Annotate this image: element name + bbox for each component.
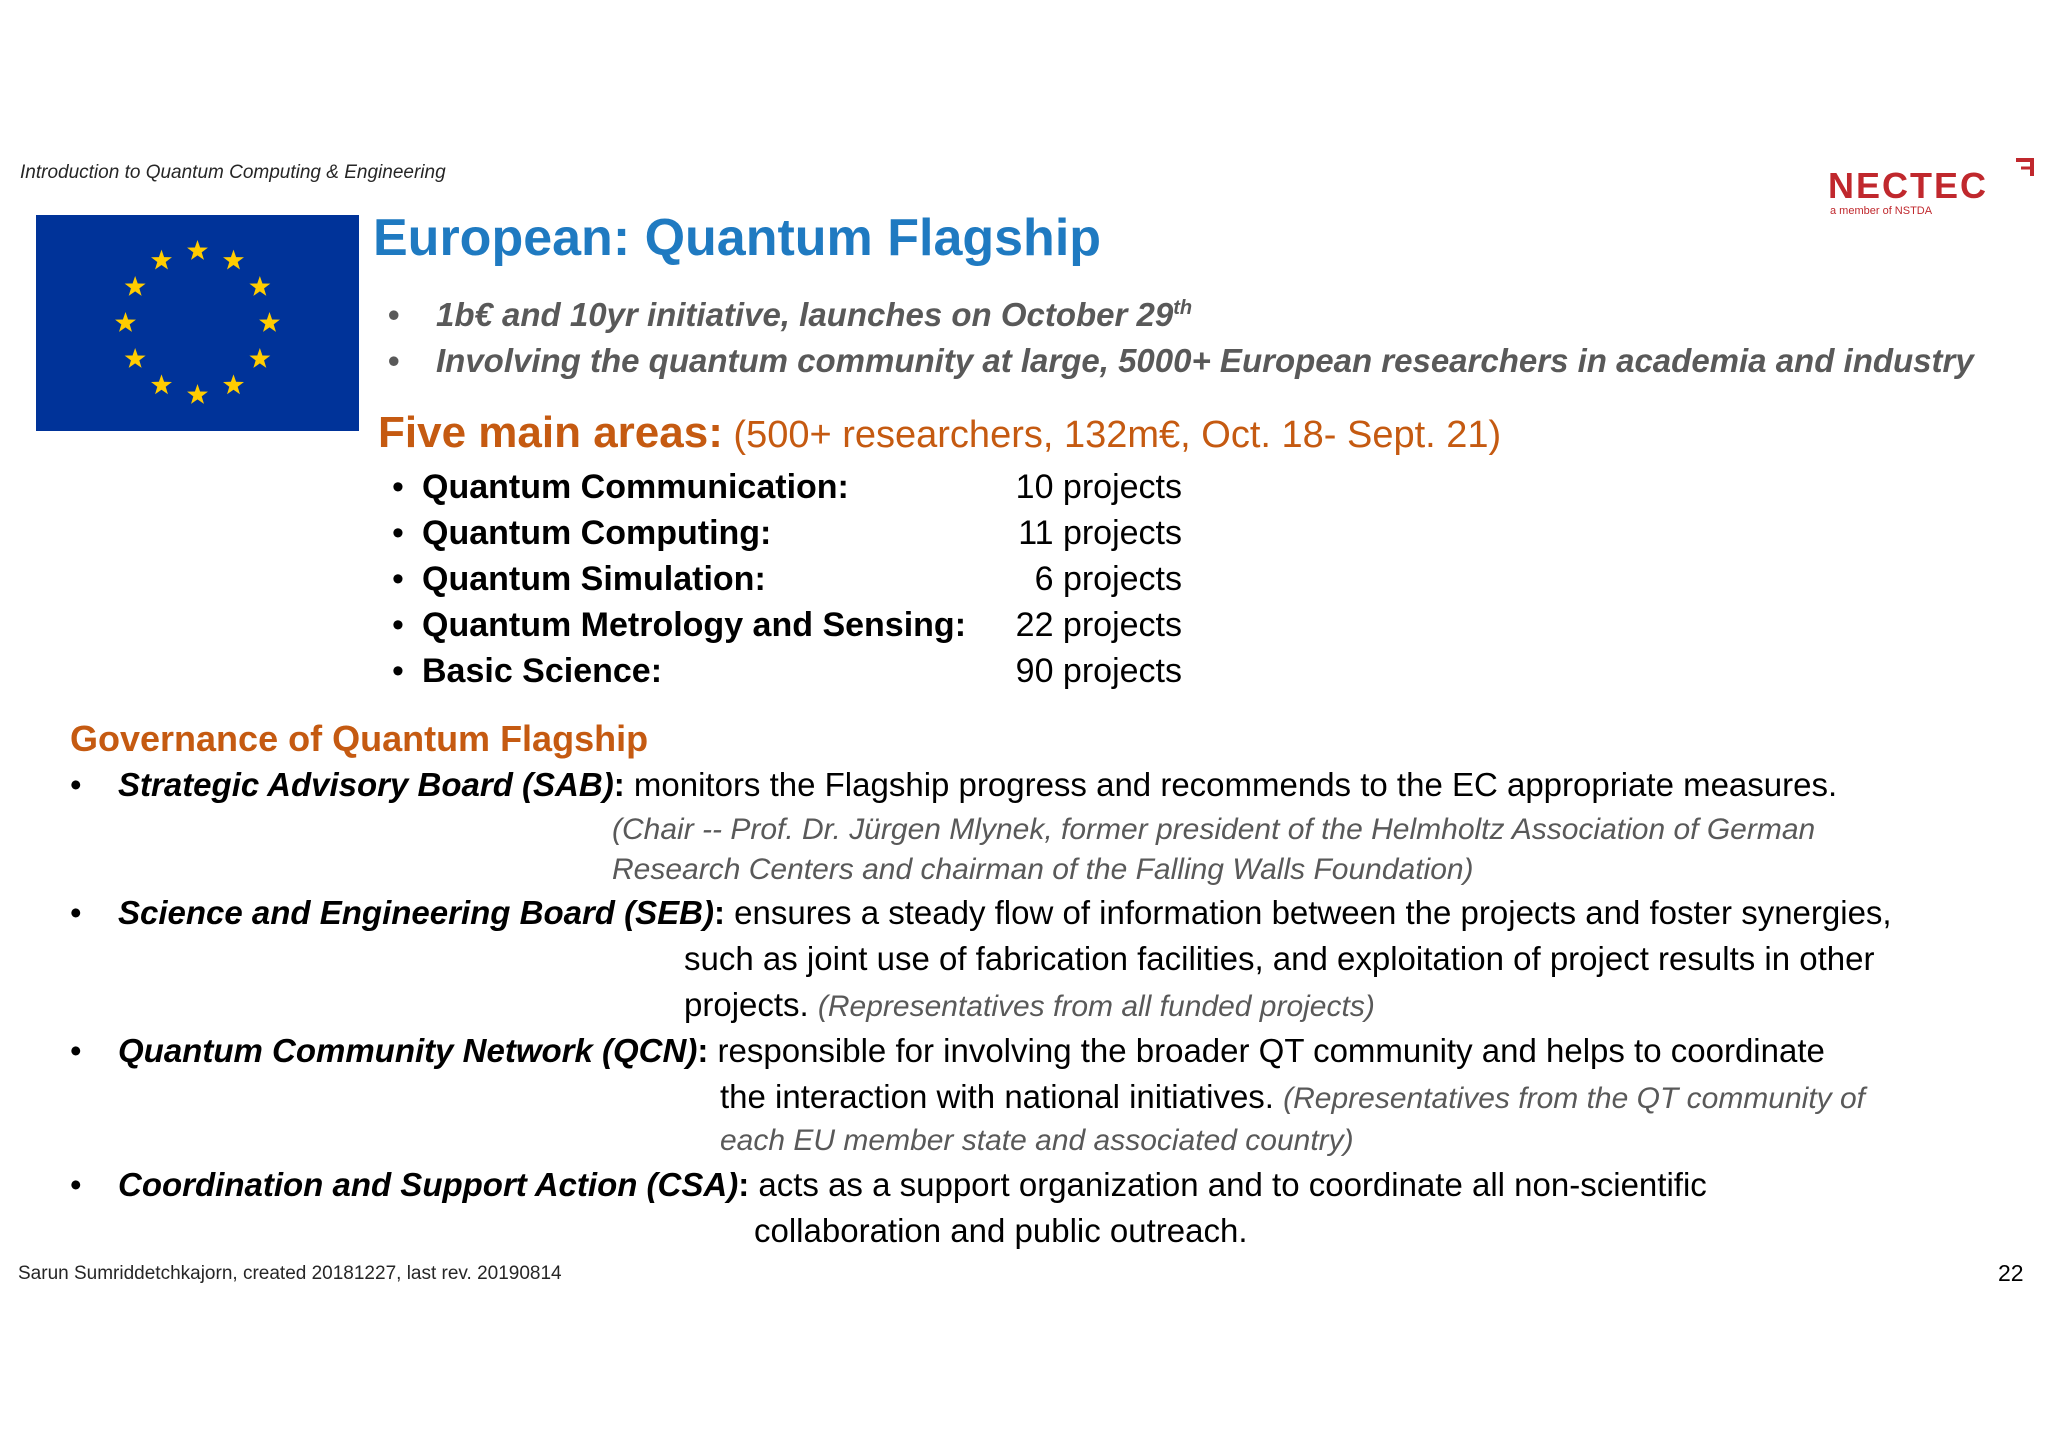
- board-note: (Representatives from the QT community of: [1283, 1082, 1866, 1115]
- intro-bullet-text: 1b€ and 10yr initiative, launches on October 29: [436, 296, 1174, 333]
- area-count: 11 projects: [1018, 514, 1182, 552]
- intro-bullet: • 1b€ and 10yr initiative, launches on October 29th: [388, 296, 1193, 333]
- board-desc-continued: [684, 986, 1375, 1024]
- area-name: Quantum Communication:: [422, 468, 849, 506]
- board-note: Research Centers and chairman of the Falling Walls Foundation): [612, 853, 1474, 886]
- logo-subtext: a member of NSTDA: [1830, 205, 1933, 217]
- governance-title: Governance of Quantum Flagship: [70, 718, 649, 759]
- area-item: • Quantum Simulation: 6 projects: [392, 560, 1182, 598]
- intro-bullet-text: Involving the quantum community at large, 5000+ European researchers in academia and industry: [436, 342, 1974, 379]
- board-desc-end: projects.: [684, 986, 809, 1023]
- area-count: 10 projects: [1015, 468, 1182, 506]
- board-desc-end: the interaction with national initiatives.: [720, 1078, 1274, 1115]
- board-desc-continued: [720, 1078, 1865, 1116]
- course-title: Introduction to Quantum Computing & Engineering: [20, 162, 446, 183]
- logo-text: NECTEC: [1828, 165, 1989, 206]
- intro-bullet: • Involving the quantum community at large, 5000+ European researchers in academia and industry: [388, 342, 1974, 379]
- governance-item-qcn: • Quantum Community Network (QCN): responsible for involving the broader QT community and helps to coordinate: [70, 1032, 1825, 1069]
- board-note: each EU member state and associated country): [720, 1124, 1354, 1157]
- governance-item-seb: • Science and Engineering Board (SEB): ensures a steady flow of information between the projects and foster synergies,: [70, 894, 1892, 931]
- board-desc: monitors the Flagship progress and recommends to the EC appropriate measures.: [633, 766, 1838, 803]
- board-desc: acts as a support organization and to coordinate all non-scientific: [758, 1166, 1707, 1203]
- area-item: • Basic Science: 90 projects: [392, 652, 1182, 690]
- board-note: (Representatives from all funded projects): [817, 990, 1375, 1023]
- board-desc-continued: collaboration and public outreach.: [754, 1212, 1248, 1249]
- board-desc: ensures a steady flow of information between the projects and foster synergies,: [734, 894, 1892, 931]
- area-name: Basic Science:: [422, 652, 663, 690]
- board-name: Strategic Advisory Board (SAB): [118, 766, 614, 803]
- area-item: • Quantum Computing: 11 projects: [392, 514, 1182, 552]
- areas-heading: [378, 408, 1501, 458]
- footer-author: Sarun Sumriddetchkajorn, created 20181227, last rev. 20190814: [18, 1263, 562, 1284]
- areas-heading-label: Five main areas:: [378, 408, 723, 457]
- area-name: Quantum Computing:: [422, 514, 772, 552]
- nectec-logo: [1828, 154, 2038, 220]
- board-name: Coordination and Support Action (CSA): [118, 1166, 739, 1203]
- area-count: 90 projects: [1015, 652, 1182, 690]
- board-desc-continued: such as joint use of fabrication facilities, and exploitation of project results in other: [684, 940, 1875, 977]
- area-name: Quantum Metrology and Sensing:: [422, 606, 967, 644]
- eu-flag-icon: [36, 215, 359, 431]
- page-number: 22: [1998, 1260, 2024, 1286]
- area-item: • Quantum Communication: 10 projects: [392, 468, 1182, 506]
- area-count: 22 projects: [1015, 606, 1182, 644]
- areas-subheading: (500+ researchers, 132m€, Oct. 18- Sept. 21): [733, 414, 1502, 456]
- governance-item-csa: • Coordination and Support Action (CSA): acts as a support organization and to coordinate all non-scientific: [70, 1166, 1707, 1203]
- board-name: Quantum Community Network (QCN): [118, 1032, 698, 1069]
- board-note: (Chair -- Prof. Dr. Jürgen Mlynek, former president of the Helmholtz Association of German: [612, 813, 1816, 846]
- area-item: • Quantum Metrology and Sensing: 22 projects: [392, 606, 1182, 644]
- area-name: Quantum Simulation:: [422, 560, 766, 598]
- intro-bullet-sup: th: [1173, 297, 1193, 319]
- slide-title: European: Quantum Flagship: [373, 209, 1102, 267]
- area-count: 6 projects: [1034, 560, 1182, 598]
- governance-item-sab: • Strategic Advisory Board (SAB): monitors the Flagship progress and recommends to the EC appropriate measures.: [70, 766, 1838, 803]
- board-desc: responsible for involving the broader QT community and helps to coordinate: [717, 1032, 1825, 1069]
- board-name: Science and Engineering Board (SEB): [118, 894, 714, 931]
